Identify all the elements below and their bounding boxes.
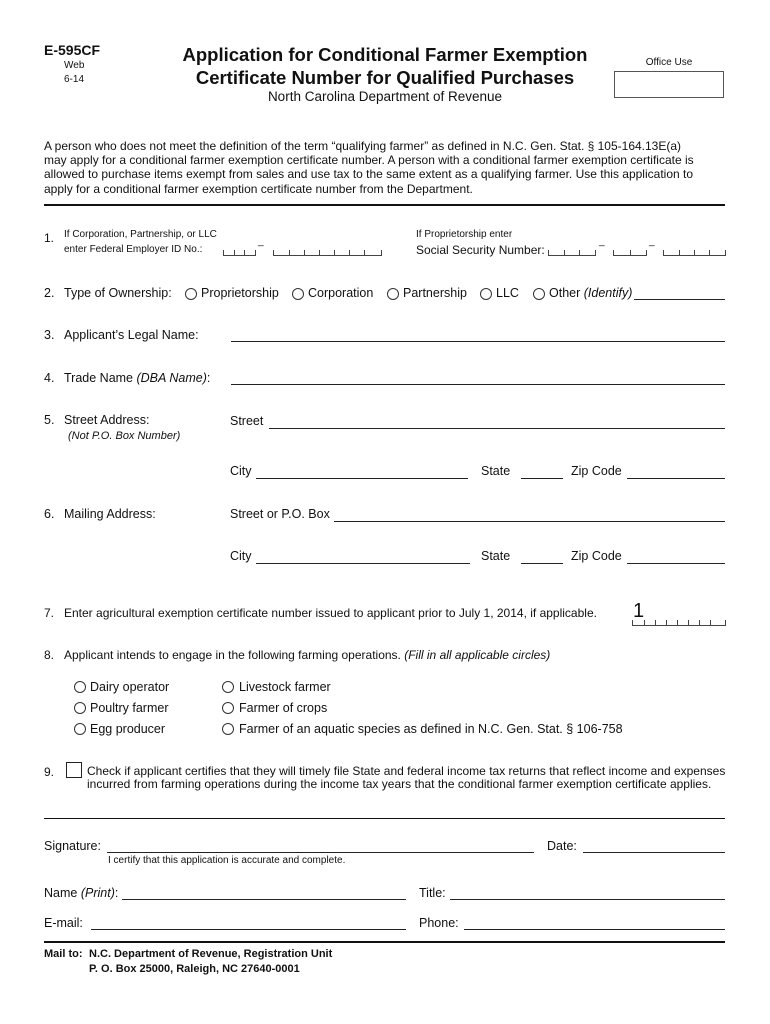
aquatic-farmer-radio[interactable] (222, 723, 234, 735)
other-radio[interactable] (533, 288, 545, 300)
dairy-operator-radio[interactable] (74, 681, 86, 693)
proprietorship-label: Proprietorship (201, 286, 279, 300)
livestock-farmer-radio[interactable] (222, 681, 234, 693)
no-po-box-note: (Not P.O. Box Number) (68, 430, 181, 442)
office-use-box (614, 71, 724, 98)
proprietorship-radio[interactable] (185, 288, 197, 300)
aquatic-farmer-label: Farmer of an aquatic species as defined in N.C. Gen. Stat. § 106-758 (239, 722, 623, 736)
income-tax-certify-text: Check if applicant certifies that they will timely file State and federal income tax returns that reflect income and expenses incurred from farming operations during the income tax years that the conditional farmer exemption certificate applies. (87, 764, 726, 791)
farming-operations-label: Applicant intends to engage in the following farming operations. (Fill in all applicable circles) (64, 648, 551, 662)
mail-address-line1: N.C. Department of Revenue, Registration Unit (89, 948, 333, 960)
title-label: Title: (419, 886, 446, 900)
date-field[interactable] (583, 852, 725, 853)
phone-label: Phone: (419, 916, 459, 930)
corporation-radio[interactable] (292, 288, 304, 300)
zip-label: Zip Code (571, 464, 622, 478)
web-label: Web (64, 60, 85, 71)
prior-certificate-label: Enter agricultural exemption certificate number issued to applicant prior to July 1, 2014, if applicable. (64, 606, 597, 620)
mailing-city-label: City (230, 549, 252, 563)
street-field[interactable] (269, 428, 725, 429)
poultry-farmer-label: Poultry farmer (90, 701, 169, 715)
mail-address-line2: P. O. Box 25000, Raleigh, NC 27640-0001 (89, 963, 300, 975)
other-identify-field[interactable] (634, 299, 725, 300)
q8-number: 8. (44, 648, 55, 662)
partnership-label: Partnership (403, 286, 467, 300)
section-divider (44, 204, 725, 206)
mailing-state-label: State (481, 549, 511, 563)
egg-producer-radio[interactable] (74, 723, 86, 735)
legal-name-label: Applicant’s Legal Name: (64, 328, 199, 342)
name-print-field[interactable] (122, 899, 406, 900)
q5-number: 5. (44, 413, 55, 427)
q9-number: 9. (44, 765, 55, 779)
fein-label-line2: enter Federal Employer ID No.: (64, 244, 203, 255)
certify-statement: I certify that this application is accurate and complete. (108, 855, 346, 866)
city-label: City (230, 464, 252, 478)
page-title-line1: Application for Conditional Farmer Exemption (182, 44, 588, 65)
street-label: Street (230, 414, 264, 428)
signature-divider (44, 818, 725, 819)
trade-name-label: Trade Name (DBA Name): (64, 371, 211, 385)
mail-divider (44, 941, 725, 943)
mailing-zip-field[interactable] (627, 563, 725, 564)
egg-producer-label: Egg producer (90, 722, 166, 736)
q7-number: 7. (44, 606, 55, 620)
llc-radio[interactable] (480, 288, 492, 300)
prior-certificate-field[interactable] (632, 620, 726, 626)
q4-number: 4. (44, 371, 55, 385)
q1-number: 1. (44, 231, 55, 245)
mailing-address-label: Mailing Address: (64, 507, 156, 521)
poultry-farmer-radio[interactable] (74, 702, 86, 714)
other-label: Other (Identify) (549, 286, 633, 300)
department-subtitle: North Carolina Department of Revenue (267, 89, 503, 104)
ssn-label-line2: Social Security Number: (416, 243, 545, 257)
mailing-street-label: Street or P.O. Box (230, 507, 330, 521)
intro-paragraph: A person who does not meet the definition of the term “qualifying farmer” as defined in N.C. Gen. Stat. § 105-164.13E(a) may apply for a conditional farmer exemption certificate number. A person with a conditional farmer exemption certificate is allowed to purchase items exempt from sales and use tax to the same extent as a qualifying farmer. Use this application to apply for a conditional farmer exemption certificate number from the Department. (44, 139, 694, 196)
q2-number: 2. (44, 286, 55, 300)
zip-field[interactable] (627, 478, 725, 479)
income-tax-certify-checkbox[interactable] (66, 762, 82, 778)
legal-name-field[interactable] (231, 341, 725, 342)
state-label: State (481, 464, 511, 478)
mailing-city-field[interactable] (256, 563, 470, 564)
ownership-label: Type of Ownership: (64, 286, 172, 300)
prior-certificate-value: 1 (633, 600, 645, 622)
corporation-label: Corporation (308, 286, 374, 300)
mailing-street-field[interactable] (334, 521, 725, 522)
mail-to-label: Mail to: (44, 948, 83, 960)
page-title-line2: Certificate Number for Qualified Purchases (195, 67, 575, 88)
city-field[interactable] (256, 478, 468, 479)
state-field[interactable] (521, 478, 563, 479)
name-print-label: Name (Print): (44, 886, 119, 900)
form-code: E-595CF (44, 42, 101, 58)
signature-field[interactable] (107, 852, 534, 853)
trade-name-field[interactable] (231, 384, 725, 385)
email-label: E-mail: (44, 916, 83, 930)
partnership-radio[interactable] (387, 288, 399, 300)
livestock-farmer-label: Livestock farmer (239, 680, 331, 694)
office-use-label: Office Use (645, 57, 693, 68)
date-label: Date: (547, 839, 577, 853)
llc-label: LLC (496, 286, 519, 300)
street-address-label: Street Address: (64, 413, 150, 427)
signature-label: Signature: (44, 839, 101, 853)
dairy-operator-label: Dairy operator (90, 680, 170, 694)
fein-label-line1: If Corporation, Partnership, or LLC (64, 229, 217, 240)
q6-number: 6. (44, 507, 55, 521)
title-field[interactable] (450, 899, 725, 900)
crop-farmer-radio[interactable] (222, 702, 234, 714)
phone-field[interactable] (464, 929, 725, 930)
crop-farmer-label: Farmer of crops (239, 701, 328, 715)
revision-date: 6-14 (64, 74, 85, 85)
q3-number: 3. (44, 328, 55, 342)
mailing-state-field[interactable] (521, 563, 563, 564)
mailing-zip-label: Zip Code (571, 549, 622, 563)
email-field[interactable] (91, 929, 406, 930)
ssn-label-line1: If Proprietorship enter (416, 229, 513, 240)
